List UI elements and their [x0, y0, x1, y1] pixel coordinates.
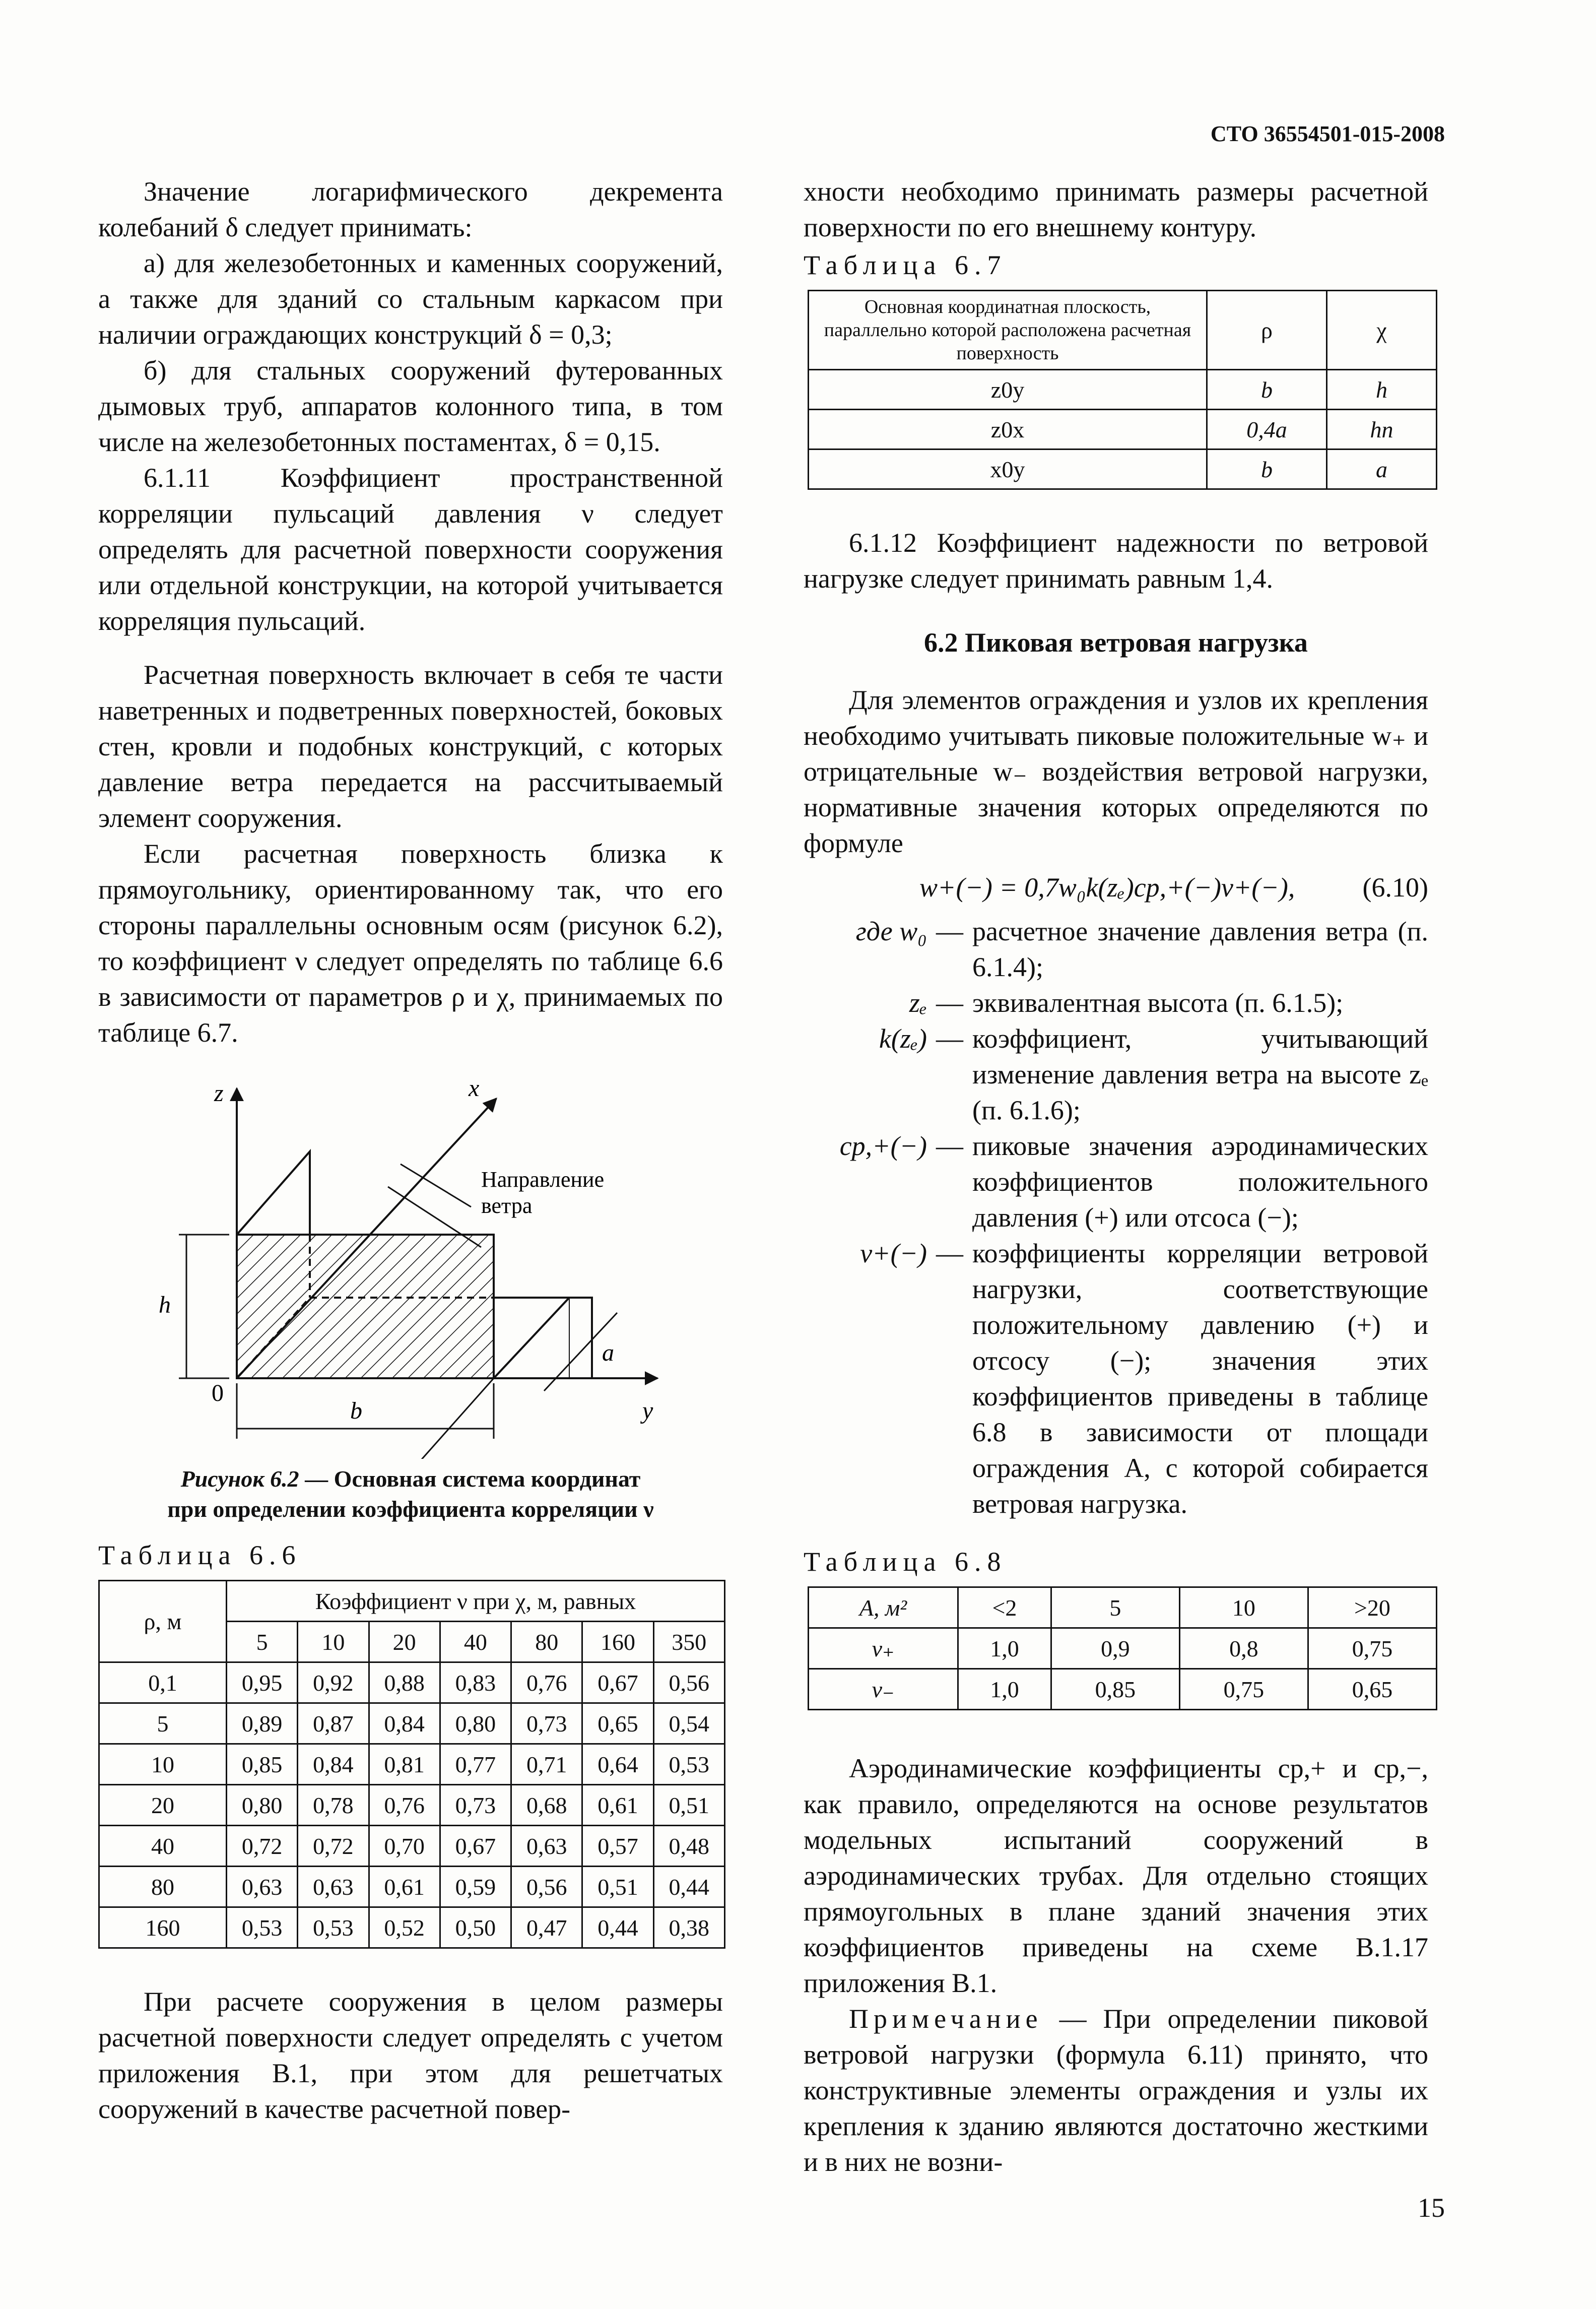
table-row — [99, 1867, 725, 1907]
table-cell: 0,63 — [227, 1867, 298, 1907]
table-cell: 0,61 — [582, 1785, 653, 1826]
table-6-6 — [98, 1580, 725, 1949]
paragraph: б) для стальных сооружений футерованных дымовых труб, аппаратов колонного типа, в том числе на железобетонных постаментах, δ = 0,15. — [98, 355, 723, 457]
paragraph: Значение логарифмического декремента колебаний δ следует принимать: — [98, 176, 723, 242]
table-cell: 0,51 — [582, 1867, 653, 1907]
table-row — [809, 450, 1437, 489]
table-cell: 0,1 — [99, 1662, 227, 1703]
definition-symbol: ν+(−) — [860, 1238, 927, 1268]
table-cell: 0,76 — [511, 1662, 582, 1703]
table-row — [809, 370, 1437, 410]
label-origin: 0 — [212, 1380, 224, 1406]
table-cell: 0,68 — [511, 1785, 582, 1826]
table-cell: 0,47 — [511, 1907, 582, 1948]
table-cell: ν₋ — [809, 1669, 958, 1710]
table-cell: b — [1207, 450, 1327, 489]
table-cell: 0,63 — [298, 1867, 369, 1907]
table-cell: 0,70 — [369, 1826, 440, 1867]
definition-row: k(zₑ) — коэффициент, учитывающий изменение давления ветра на высоте zₑ (п. 6.1.6); — [804, 1021, 1428, 1128]
table-cell: 0,63 — [511, 1826, 582, 1867]
figure-caption: Рисунок 6.2 — Основная система координат при определении коэффициента корреляции ν — [167, 1466, 654, 1522]
table-cell: 0,65 — [582, 1703, 653, 1744]
table-cell: 0,76 — [369, 1785, 440, 1826]
table-cell: 0,87 — [298, 1703, 369, 1744]
table-cell: z0y — [809, 370, 1207, 410]
table-cell: 160 — [582, 1622, 653, 1662]
table-cell: 80 — [99, 1867, 227, 1907]
table-cell: 5 — [1051, 1587, 1179, 1628]
table-header: Коэффициент ν при χ, м, равных — [227, 1581, 725, 1622]
table-cell: 160 — [99, 1907, 227, 1948]
table-cell: 0,75 — [1179, 1669, 1308, 1710]
definition-text: коэффициенты корреляции ветровой нагрузки, соответствующие положительному давлению (+) и отсосу (−); значения этих коэффициентов приведены в таблице 6.8 в зависимости от площади ограждения A, с которой собирается ветровая нагрузка. — [972, 1238, 1428, 1519]
definition-row: zₑ — эквивалентная высота (п. 6.1.5); — [804, 985, 1428, 1021]
table-cell: 0,52 — [369, 1907, 440, 1948]
table-cell: 0,38 — [653, 1907, 724, 1948]
table-cell: 20 — [99, 1785, 227, 1826]
table-cell: hn — [1327, 410, 1437, 450]
table-cell: 0,84 — [369, 1703, 440, 1744]
table-cell: b — [1207, 370, 1327, 410]
paragraph: Расчетная поверхность включает в себя те части наветренных и подветренных поверхностей, боковых стен, кровли и подобных конструкций, с которых давление ветра передается на рассчитываемый элемент сооружения. — [98, 660, 723, 833]
coordinate-system-diagram — [98, 1076, 703, 1459]
left-column — [98, 174, 723, 2127]
table-row — [809, 1587, 1437, 1628]
table-cell: 0,44 — [582, 1907, 653, 1948]
table-header: ρ — [1207, 291, 1327, 370]
table-6-7-caption: Таблица 6.7 — [804, 250, 1007, 280]
table-row — [99, 1744, 725, 1785]
paragraph: 6.1.12 Коэффициент надежности по ветровой нагрузке следует принимать равным 1,4. — [804, 528, 1428, 594]
table-cell: 0,89 — [227, 1703, 298, 1744]
table-row — [99, 1826, 725, 1867]
table-cell: 0,44 — [653, 1867, 724, 1907]
table-cell: 0,61 — [369, 1867, 440, 1907]
table-header: χ — [1327, 291, 1437, 370]
table-cell: 0,84 — [298, 1744, 369, 1785]
side-triangle — [237, 1151, 310, 1235]
table-cell: 5 — [99, 1703, 227, 1744]
definition-text: коэффициент, учитывающий изменение давления ветра на высоте zₑ (п. 6.1.6); — [972, 1023, 1428, 1125]
table-cell: 0,95 — [227, 1662, 298, 1703]
formula-6-10: w+(−) = 0,7w₀k(zₑ)cp,+(−)ν+(−), (6.10) — [919, 872, 1428, 903]
table-header: ρ, м — [99, 1581, 227, 1662]
table-cell: 1,0 — [958, 1628, 1051, 1669]
label-x: x — [469, 1076, 480, 1102]
symbol-definitions — [804, 914, 1428, 1522]
table-row — [99, 1785, 725, 1826]
paragraph: а) для железобетонных и каменных сооружений, а также для зданий со стальным каркасом при наличии ограждающих конструкций δ = 0,3; — [98, 248, 723, 350]
table-cell: 0,92 — [298, 1662, 369, 1703]
table-cell: 0,51 — [653, 1785, 724, 1826]
table-cell: 0,85 — [1051, 1669, 1179, 1710]
page-number: 15 — [1418, 2193, 1445, 2223]
paragraph: хности необходимо принимать размеры расчетной поверхности по его внешнему контуру. — [804, 176, 1428, 242]
paragraph: При расчете сооружения в целом размеры расчетной поверхности следует определять с учетом приложения В.1, при этом для решетчатых сооружений в качестве расчетной повер- — [98, 1986, 723, 2124]
table-cell: 0,88 — [369, 1662, 440, 1703]
table-cell: 0,64 — [582, 1744, 653, 1785]
table-cell: 0,53 — [298, 1907, 369, 1948]
table-cell: 0,8 — [1179, 1628, 1308, 1669]
definition-symbol: где w₀ — [855, 916, 927, 946]
label-z: z — [214, 1080, 224, 1107]
table-cell: 10 — [298, 1622, 369, 1662]
table-cell: 0,9 — [1051, 1628, 1179, 1669]
paragraph: Для элементов ограждения и узлов их крепления необходимо учитывать пиковые положительные w₊ и отрицательные w₋ воздействия ветровой нагрузки, нормативные значения которых определяются по формуле — [804, 685, 1428, 858]
table-cell: 20 — [369, 1622, 440, 1662]
table-cell: 0,4a — [1207, 410, 1327, 450]
label-wind-1: Направление — [481, 1167, 605, 1192]
table-cell: A, м² — [809, 1587, 958, 1628]
table-6-8 — [808, 1586, 1437, 1710]
table-row — [809, 1628, 1437, 1669]
definition-symbol: zₑ — [909, 988, 927, 1018]
table-cell: ν₊ — [809, 1628, 958, 1669]
section-title: 6.2 Пиковая ветровая нагрузка — [924, 627, 1308, 658]
table-cell: 0,65 — [1308, 1669, 1436, 1710]
table-6-6-caption: Таблица 6.6 — [98, 1540, 302, 1570]
table-cell: 0,73 — [511, 1703, 582, 1744]
document-code: СТО 36554501-015-2008 — [1210, 121, 1445, 146]
table-cell: 0,81 — [369, 1744, 440, 1785]
table-cell: 0,80 — [227, 1785, 298, 1826]
table-cell: 0,59 — [440, 1867, 511, 1907]
table-cell: 0,73 — [440, 1785, 511, 1826]
table-cell: 10 — [1179, 1587, 1308, 1628]
table-cell: 80 — [511, 1622, 582, 1662]
table-cell: 0,53 — [227, 1907, 298, 1948]
table-cell: x0y — [809, 450, 1207, 489]
table-row — [99, 1907, 725, 1948]
table-cell: 0,71 — [511, 1744, 582, 1785]
table-row — [99, 1662, 725, 1703]
table-row — [99, 1703, 725, 1744]
figure-6-2 — [98, 1076, 703, 1459]
table-cell: 0,56 — [511, 1867, 582, 1907]
label-wind-2: ветра — [481, 1193, 533, 1218]
table-cell: 40 — [99, 1826, 227, 1867]
table-6-8-caption: Таблица 6.8 — [804, 1547, 1007, 1577]
label-a: a — [602, 1339, 614, 1366]
table-cell: 350 — [653, 1622, 724, 1662]
label-y: y — [642, 1397, 653, 1424]
table-cell: 0,67 — [582, 1662, 653, 1703]
table-cell: 0,72 — [298, 1826, 369, 1867]
table-cell: 0,48 — [653, 1826, 724, 1867]
definition-symbol: k(zₑ) — [879, 1023, 927, 1054]
table-cell: <2 — [958, 1587, 1051, 1628]
table-cell: >20 — [1308, 1587, 1436, 1628]
definition-row: где w₀ — расчетное значение давления ветра (п. 6.1.4); — [804, 914, 1428, 985]
table-cell: 0,78 — [298, 1785, 369, 1826]
note: Примечание — При определении пиковой ветровой нагрузки (формула 6.11) принято, что конструктивные элементы ограждения и узлы их крепления к зданию являются достаточно жесткими и в них не возни- — [804, 2004, 1428, 2177]
table-6-7 — [808, 290, 1437, 490]
definition-row: ν+(−) — коэффициенты корреляции ветровой нагрузки, соответствующие положительному давлению (+) и отсосу (−); значения этих коэффициентов приведены в таблице 6.8 в зависимости от площади ограждения A, с которой собирается ветровая нагрузка. — [804, 1236, 1428, 1522]
table-cell: 0,53 — [653, 1744, 724, 1785]
paragraph: Если расчетная поверхность близка к прямоугольнику, ориентированному так, что его стороны параллельны основным осям (рисунок 6.2), то коэффициент ν следует определять по таблице 6.6 в зависимости от параметров ρ и χ, принимаемых по таблице 6.7. — [98, 839, 723, 1048]
table-cell: h — [1327, 370, 1437, 410]
table-cell: 1,0 — [958, 1669, 1051, 1710]
table-cell: 0,57 — [582, 1826, 653, 1867]
definition-row: cp,+(−) — пиковые значения аэродинамических коэффициентов положительного давления (+) или отсоса (−); — [804, 1128, 1428, 1236]
table-cell: 0,50 — [440, 1907, 511, 1948]
table-cell: 0,75 — [1308, 1628, 1436, 1669]
table-cell: 0,56 — [653, 1662, 724, 1703]
table-cell: 10 — [99, 1744, 227, 1785]
definition-symbol: cp,+(−) — [839, 1131, 927, 1161]
table-row — [809, 410, 1437, 450]
table-cell: 0,85 — [227, 1744, 298, 1785]
definition-text: пиковые значения аэродинамических коэффициентов положительного давления (+) или отсоса (−); — [972, 1131, 1428, 1233]
label-b: b — [350, 1397, 362, 1424]
table-cell: 0,54 — [653, 1703, 724, 1744]
table-cell: a — [1327, 450, 1437, 489]
paragraph: 6.1.11 Коэффициент пространственной корреляции пульсаций давления ν следует определять для расчетной поверхности сооружения или отдельной конструкции, на которой учитывается корреляция пульсаций. — [98, 463, 723, 636]
label-h: h — [159, 1292, 171, 1318]
definition-text: расчетное значение давления ветра (п. 6.1.4); — [972, 916, 1428, 982]
calculation-surface — [237, 1235, 494, 1378]
table-cell: z0x — [809, 410, 1207, 450]
table-cell: 0,72 — [227, 1826, 298, 1867]
right-column — [804, 174, 1428, 2180]
table-cell: 40 — [440, 1622, 511, 1662]
paragraph: Аэродинамические коэффициенты cp,+ и cp,−, как правило, определяются на основе результатов модельных испытаний сооружений в аэродинамических трубах. Для отдельно стоящих прямоугольных в плане зданий значения этих коэффициентов приведены на схеме В.1.17 приложения В.1. — [804, 1753, 1428, 1998]
table-row — [809, 1669, 1437, 1710]
table-cell: 0,80 — [440, 1703, 511, 1744]
table-cell: 0,83 — [440, 1662, 511, 1703]
table-header: Основная координатная плоскость, параллельно которой расположена расчетная поверхность — [809, 291, 1207, 370]
table-cell: 0,77 — [440, 1744, 511, 1785]
definition-text: эквивалентная высота (п. 6.1.5); — [972, 988, 1344, 1018]
table-cell: 0,67 — [440, 1826, 511, 1867]
table-cell: 5 — [227, 1622, 298, 1662]
